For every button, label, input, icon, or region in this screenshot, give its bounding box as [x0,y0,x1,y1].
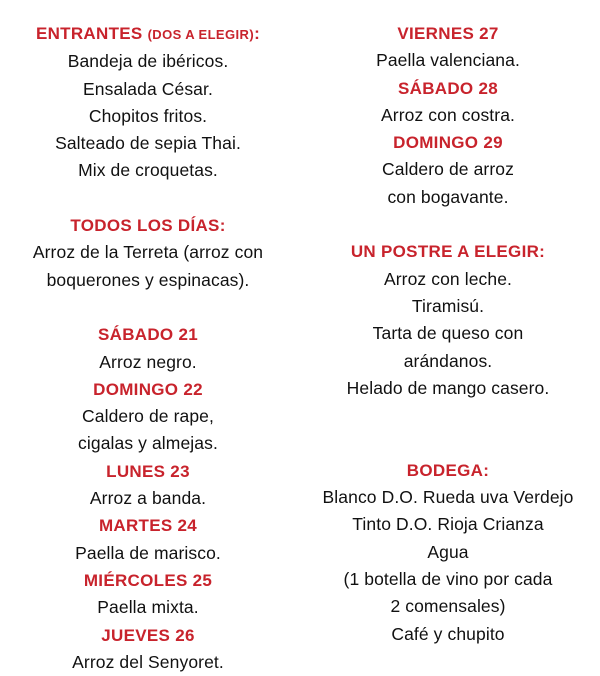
bodega-item: 2 comensales) [390,596,506,617]
todos-line: Arroz de la Terreta (arroz con [32,242,264,263]
todos-line: boquerones y espinacas). [46,269,250,290]
right-column [296,20,600,648]
bodega-item: Tinto D.O. Rioja Crianza [352,514,544,535]
day-heading-sabado-21: SÁBADO 21 [97,325,198,345]
entrantes-heading-note: (DOS A ELEGIR) [147,27,255,42]
postre-item: Tiramisú. [411,295,485,316]
day-heading-jueves-26: JUEVES 26 [101,625,195,645]
day-dish: Paella valenciana. [376,50,520,71]
day-dish: Caldero de arroz [382,159,514,180]
day-heading-lunes-23: LUNES 23 [106,461,190,481]
day-heading-domingo-29: DOMINGO 29 [393,133,503,153]
day-dish: Arroz con costra. [381,104,515,125]
day-dish: Caldero de rape, [82,406,214,427]
day-dish: Arroz negro. [99,351,197,372]
day-dish: cigalas y almejas. [78,433,218,454]
bodega-item: (1 botella de vino por cada [343,568,553,589]
postre-item: Arroz con leche. [383,268,513,289]
day-heading-viernes-27: VIERNES 27 [397,24,499,43]
postre-heading: UN POSTRE A ELEGIR: [350,242,546,262]
todos-heading: TODOS LOS DÍAS: [70,216,226,236]
bodega-item: Blanco D.O. Rueda uva Verdejo [322,487,574,508]
entrantes-item: Ensalada César. [83,78,213,99]
day-heading-martes-24: MARTES 24 [98,516,198,536]
entrantes-item: Salteado de sepia Thai. [55,133,241,154]
entrantes-item: Bandeja de ibéricos. [67,51,229,72]
day-heading-sabado-28: SÁBADO 28 [397,78,498,98]
day-heading-miercoles-25: MIÉRCOLES 25 [83,570,213,590]
postre-item: Helado de mango casero. [346,377,550,398]
bodega-item: Agua [427,541,469,562]
day-dish: Arroz del Senyoret. [72,651,224,672]
day-heading-domingo-22: DOMINGO 22 [93,379,203,399]
day-dish: con bogavante. [387,186,509,207]
day-dish: Paella de marisco. [75,542,221,563]
bodega-heading: BODEGA: [406,460,490,480]
left-column [0,20,296,676]
day-dish: Paella mixta. [97,597,199,618]
postre-item: arándanos. [403,350,493,371]
postre-item: Tarta de queso con [372,323,524,344]
entrantes-item: Chopitos fritos. [88,105,208,126]
entrantes-item: Mix de croquetas. [78,160,218,181]
entrantes-heading: ENTRANTES (DOS A ELEGIR): [35,24,261,43]
bodega-item: Café y chupito [391,623,505,644]
day-dish: Arroz a banda. [89,488,207,509]
